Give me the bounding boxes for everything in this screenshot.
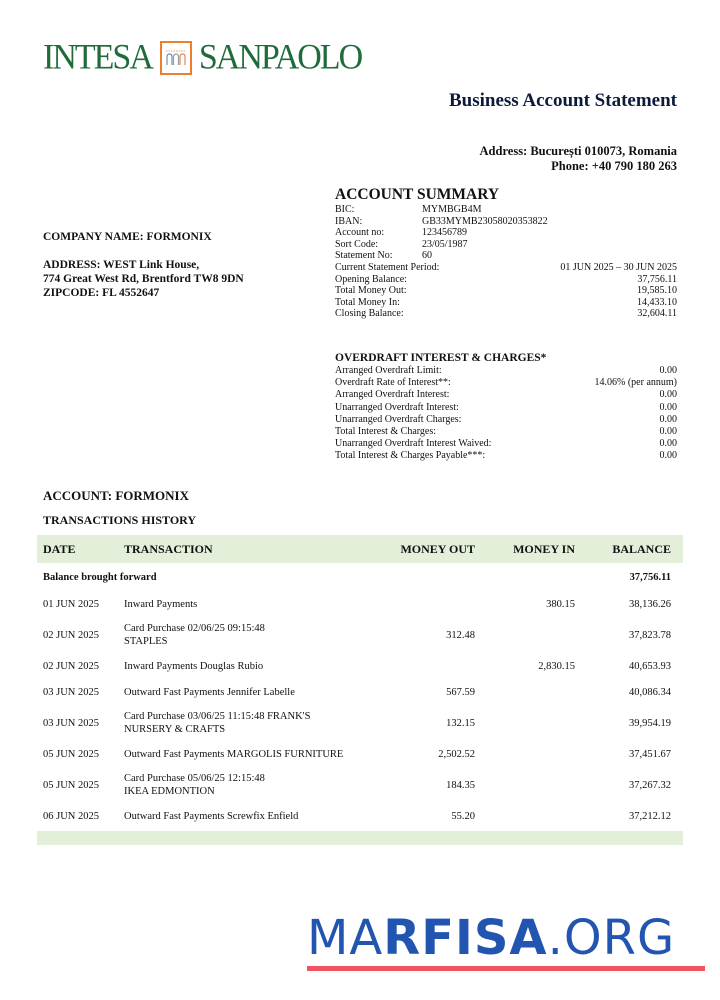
summary-account-no: Account no: 123456789 xyxy=(335,227,467,239)
bank-address: Address: București 010073, Romania xyxy=(479,144,677,158)
summary-title: ACCOUNT SUMMARY xyxy=(335,186,500,203)
summary-opening-balance: Opening Balance: 37,756.11 xyxy=(335,273,677,285)
table-row: 06 JUN 2025 Outward Fast Payments Screwfix Enfield 55.20 37,212.12 xyxy=(43,810,671,822)
overdraft-row: Arranged Overdraft Limit: 0.00 xyxy=(335,365,677,376)
overdraft-row: Unarranged Overdraft Interest: 0.00 xyxy=(335,401,677,413)
bank-phone: Phone: +40 790 180 263 xyxy=(551,159,677,173)
table-footer-bar xyxy=(37,831,683,845)
summary-iban: IBAN: GB33MYMB23058020353822 xyxy=(335,215,548,227)
summary-money-in: Total Money In: 14,433.10 xyxy=(335,296,677,308)
column-date: DATE xyxy=(43,541,76,556)
summary-sort-code: Sort Code: 23/05/1987 xyxy=(335,238,468,250)
watermark-underline xyxy=(307,966,705,971)
summary-closing-balance: Closing Balance: 32,604.11 xyxy=(335,308,677,320)
overdraft-row: Unarranged Overdraft Charges: 0.00 xyxy=(335,413,677,425)
overdraft-row: Arranged Overdraft Interest: 0.00 xyxy=(335,389,677,401)
table-row: 05 JUN 2025 Card Purchase 05/06/25 12:15:48 IKEA EDMONTION 184.35 37,267.32 xyxy=(43,773,671,797)
table-row: 03 JUN 2025 Outward Fast Payments Jennifer Labelle 567.59 40,086.34 xyxy=(43,686,671,698)
account-summary xyxy=(335,186,677,320)
summary-period: Current Statement Period: 01 JUN 2025 – 30 JUN 2025 xyxy=(335,261,677,273)
summary-money-out: Total Money Out: 19,585.10 xyxy=(335,285,677,297)
bank-name-left: INTESA xyxy=(43,38,152,77)
overdraft-row: Unarranged Overdraft Interest Waived: 0.00 xyxy=(335,438,677,450)
watermark-logo xyxy=(307,912,707,971)
column-transaction: TRANSACTION xyxy=(124,541,213,556)
company-address-line1: ADDRESS: WEST Link House, xyxy=(43,259,200,271)
table-header xyxy=(37,535,683,563)
company-address-line2: 774 Great West Rd, Brentford TW8 9DN xyxy=(43,273,244,285)
overdraft-row: Overdraft Rate of Interest**: 14.06% (per annum) xyxy=(335,377,677,389)
table-row: 03 JUN 2025 Card Purchase 03/06/25 11:15:48 FRANK'S NURSERY & CRAFTS 132.15 39,954.19 xyxy=(43,711,671,735)
column-money-out: MONEY OUT xyxy=(400,541,475,556)
summary-bic: BIC: MYMBGB4M xyxy=(335,204,482,215)
transactions-history-heading: TRANSACTIONS HISTORY xyxy=(43,513,197,527)
transactions-table xyxy=(37,535,683,845)
overdraft-row: Total Interest & Charges: 0.00 xyxy=(335,426,677,438)
arches-icon xyxy=(160,41,192,75)
table-row: 05 JUN 2025 Outward Fast Payments MARGOLIS FURNITURE 2,502.52 37,451.67 xyxy=(43,748,671,760)
watermark-text: MARFISA.ORG xyxy=(307,910,676,966)
column-balance: BALANCE xyxy=(612,541,671,556)
overdraft-title: OVERDRAFT INTEREST & CHARGES* xyxy=(335,352,547,364)
brought-forward-label: Balance brought forward xyxy=(43,571,157,583)
bank-name-right: SANPAOLO xyxy=(198,38,362,77)
company-zipcode: ZIPCODE: FL 4552647 xyxy=(43,287,160,299)
brought-forward-balance: 37,756.11 xyxy=(629,571,671,583)
company-details xyxy=(43,230,244,300)
document-title: Business Account Statement xyxy=(448,90,677,111)
account-heading: ACCOUNT: FORMONIX xyxy=(43,488,189,503)
overdraft-section xyxy=(335,351,677,463)
column-money-in: MONEY IN xyxy=(513,541,575,556)
balance-brought-forward-row xyxy=(37,563,683,591)
bank-logo xyxy=(43,38,361,78)
table-row: 01 JUN 2025 Inward Payments 380.15 38,136.26 xyxy=(43,598,671,610)
table-row: 02 JUN 2025 Inward Payments Douglas Rubio 2,830.15 40,653.93 xyxy=(43,660,671,672)
summary-statement-no: Statement No: 60 xyxy=(335,250,432,262)
bank-contact xyxy=(480,144,677,174)
overdraft-row: Total Interest & Charges Payable***: 0.00 xyxy=(335,450,677,462)
company-name: COMPANY NAME: FORMONIX xyxy=(43,231,212,243)
table-row: 02 JUN 2025 Card Purchase 02/06/25 09:15:48 STAPLES 312.48 37,823.78 xyxy=(43,623,671,647)
